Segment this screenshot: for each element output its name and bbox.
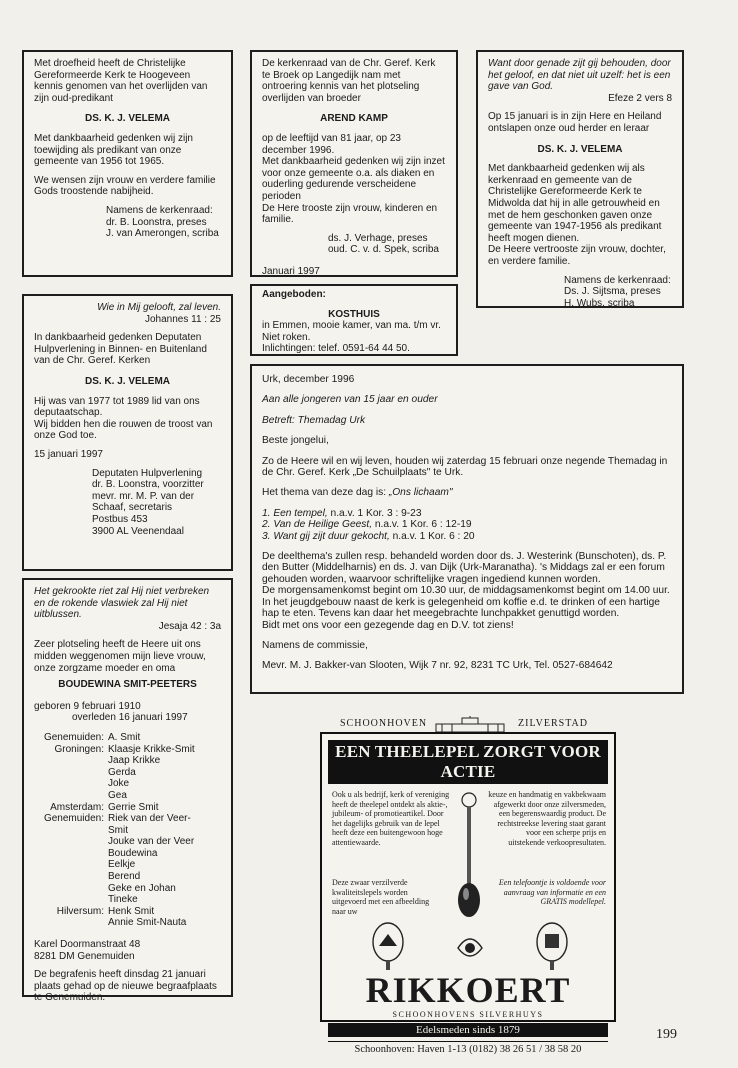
notice-velema-hoogeveen (22, 50, 233, 277)
notice-intro: De kerkenraad van de Chr. Geref. Kerk te Broek op Langedijk nam met ontroering kennis van het plotseling overlijden van broeder (262, 58, 436, 104)
deceased-name: DS. K. J. VELEMA (537, 143, 623, 155)
spoon-emblem-icon (534, 922, 570, 970)
advertisement-rikkoert (320, 716, 616, 1055)
ad-top-left: SCHOONHOVEN (340, 718, 428, 729)
letter-themadag-urk (250, 364, 684, 694)
letter-recipient: Aan alle jongeren van 15 jaar en ouder (262, 394, 438, 406)
deceased-name: DS. K. J. VELEMA (84, 113, 170, 125)
theme-prefix: Het thema van deze dag is: (262, 487, 389, 499)
ad-body (322, 784, 614, 922)
ad-text-right-lower: Een telefoontje is voldoende voor aanvraag van informatie en een GRATIS modellepel. (498, 878, 606, 907)
deceased-name: AREND KAMP (320, 113, 388, 125)
list-item: 3. Want gij zijt duur gekocht, n.a.v. 1 Kor. 6 : 20 (262, 530, 475, 542)
notice-intro: Met droefheid heeft de Christelijke Gereformeerde Kerk te Hoogeveen kennis genomen van het overlijden van zijn oud-predikant (34, 58, 208, 104)
notice-date: Januari 1997 (262, 265, 320, 277)
deceased-name: DS. K. J. VELEMA (84, 375, 170, 387)
notice-signature: Deputaten Hulpverlening dr. B. Loonstra, voorzitter mevr. mr. M. P. van der Schaaf, secretaris Postbus 453 3900 AL Veenendaal (92, 467, 204, 537)
list-item: 2. Van de Heilige Geest, n.a.v. 1 Kor. 6 : 12-19 (262, 519, 472, 531)
notice-text: Hij was van 1977 tot 1989 lid van ons deputaatschap. Wij bidden hen die rouwen de troost van onze God toe. (34, 395, 213, 442)
notice-text: Met dankbaarheid gedenken wij zijn toewijding als predikant van onze gemeente van 1956 tot 1965. (34, 132, 193, 168)
ad-text-left-lower: Deze zwaar verzilverde kwaliteitslepels worden uitgevoerd met een afbeelding naar uw (332, 878, 430, 916)
ad-title: KOSTHUIS (328, 308, 380, 320)
death-date: overleden 16 januari 1997 (72, 712, 188, 724)
bible-verse: Het gekrookte riet zal Hij niet verbreken en de rokende vlaswiek zal Hij niet uitblussen. (34, 586, 210, 621)
bible-verse: Want door genade zijt gij behouden, door het geloof, en dat niet uit uzelf: het is een gave van God. (488, 58, 671, 93)
letter-text: Zo de Heere wil en wij leven, houden wij zaterdag 15 februari onze negende Themadag in de Chr. Geref. Kerk „De Schuilplaats" te Urk. (262, 455, 668, 479)
theme-line (262, 487, 672, 498)
notice-signature: ds. J. Verhage, preses oud. C. v. d. Spek, scriba (328, 232, 439, 256)
bible-reference: Johannes 11 : 25 (145, 313, 221, 325)
ad-address: Schoonhoven: Haven 1-13 (0182) 38 26 51 / 38 58 20 (328, 1041, 608, 1055)
ad-established: Edelsmeden sinds 1879 (328, 1023, 608, 1037)
ad-brand: RIKKOERT (365, 970, 571, 1010)
ad-text: in Emmen, mooie kamer, van ma. t/m vr. Niet roken. Inlichtingen: telef. 0591-64 44 50. (262, 320, 441, 355)
letter-contact: Mevr. M. J. Bakker-van Slooten, Wijk 7 nr. 92, 8231 TC Urk, Tel. 0527-684642 (262, 660, 613, 672)
ad-header: Aangeboden: (262, 289, 326, 300)
notice-arend-kamp (250, 50, 458, 277)
ad-text-left: Ook u als bedrijf, kerk of vereniging heeft de theelepel ontdekt als aktie-, jubileum- of promotieartikel. Door het dagelijks gebruik van de lepel heeft deze een buitengewoon hoge attentiewaarde. (332, 790, 450, 847)
deceased-name: BOUDEWINA SMIT-PEETERS (58, 679, 197, 691)
ad-spoon-row (322, 922, 614, 970)
ad-kosthuis (250, 284, 458, 356)
letter-subject: Betreft: Themadag Urk (262, 414, 366, 426)
bible-verse: Wie in Mij gelooft, zal leven. (97, 302, 221, 313)
notice-smit-peeters (22, 578, 233, 1004)
list-item: 1. Een tempel, n.a.v. 1 Kor. 3 : 9-23 (262, 507, 422, 519)
bible-reference: Jesaja 42 : 3a (158, 620, 221, 632)
letter-greeting: Beste jongelui, (262, 435, 329, 447)
spoon-emblem-icon (370, 922, 406, 970)
spoon-emblem-icon (452, 926, 488, 970)
theme-title: „Ons lichaam" (388, 487, 453, 499)
letter-sign: Namens de commissie, (262, 639, 368, 651)
notice-intro: Op 15 januari is in zijn Here en Heiland ontslapen onze oud herder en leraar (488, 111, 662, 134)
notice-velema-midwolda (476, 50, 684, 308)
notice-velema-deputaten (22, 294, 233, 571)
notice-signature: Namens de kerkenraad: dr. B. Loonstra, preses J. van Amerongen, scriba (106, 204, 219, 240)
bible-reference: Efeze 2 vers 8 (608, 92, 672, 104)
letter-text: De deelthema's zullen resp. behandeld worden door ds. J. Westerink (Bunschoten), ds. P. den Butter (Middelharnis) en ds. J. van Dijk (Urk-Maranatha). 's Middags zal er een forum gehouden worden, waarvoor schriftelijke vragen ingediend kunnen worden. De morgensamenkomst begint om 10.30 uur, de middagsamenkomst begint om 14.00 uur. In het jeugdgebouw naast de kerk is gelegenheid om koffie e.d. te drinken of een hartige hap te eten. Tevens kan daar het meegebrachte lunchpakket genuttigd worden. Bidt met ons voor een gezegende dag en D.V. tot ziens! (262, 551, 670, 631)
notice-text: op de leeftijd van 81 jaar, op 23 december 1996. Met dankbaarheid gedenken wij zijn inzet voor onze gemeente o.a. als diaken en ouderling gedurende verscheidene perioden De Here trooste zijn vrouw, kinderen en familie. (262, 132, 445, 226)
spoon-icon (452, 788, 486, 920)
ad-headline: EEN THEELEPEL ZORGT VOOR ACTIE (328, 740, 608, 784)
ad-subtitle: SCHOONHOVENS SILVERHUYS (392, 1010, 544, 1019)
funeral-note: De begrafenis heeft dinsdag 21 januari plaats gehad op de nieuwe begraafplaats te Genemuiden. (34, 969, 217, 1004)
family-list: Genemuiden: A. Smit Groningen: Klaasje Krikke-Smit Jaap Krikke Gerda Joke Gea Amsterdam: Gerrie Smit Genemuiden: Riek van der Veer- Smit Jouke van der Veer Boudewina Eelkje Berend Geke en Johan Tineke Hilversum: Henk Smit Annie Smit-Nauta (43, 731, 195, 929)
notice-signature: Namens de kerkenraad: Ds. J. Sijtsma, preses H. Wubs, scriba (564, 274, 671, 309)
letter-date: Urk, december 1996 (262, 374, 355, 385)
theme-list (262, 508, 672, 542)
family-address: Karel Doormanstraat 48 8281 DM Genemuiden (34, 939, 141, 962)
birth-date: geboren 9 februari 1910 (34, 700, 141, 712)
notice-date: 15 januari 1997 (34, 448, 103, 460)
notice-intro: Zeer plotseling heeft de Heere uit ons midden weggenomen mijn lieve vrouw, onze zorgzame moeder en oma (34, 639, 206, 674)
ad-text-right: keuze en handmatig en vakbekwaam afgewerkt door onze zilversmeden, een begerenswaardig product. De rechtstreekse levering staat garant voor een scherpe prijs en uitstekende verkoopresultaten. (488, 790, 606, 847)
notice-text: Met dankbaarheid gedenken wij als kerkenraad en gemeente van de Christelijke Gereformeerde Kerk te Midwolda dat hij in alle getrouwheid en met de hem geschonken gaven onze gemeente van 1947-1956 als predikant heeft mogen dienen. De Heere vertrooste zijn vrouw, dochter, en verdere familie. (488, 163, 666, 267)
ad-frame (320, 732, 616, 1055)
notice-intro: In dankbaarheid gedenken Deputaten Hulpverlening in Binnen- en Buitenland van de Chr. Geref. Kerken (34, 332, 207, 367)
notice-text: We wensen zijn vrouw en verdere familie Gods troostende nabijheid. (34, 174, 216, 198)
ad-top-right: ZILVERSTAD (518, 718, 588, 729)
page-number: 199 (656, 1027, 677, 1042)
